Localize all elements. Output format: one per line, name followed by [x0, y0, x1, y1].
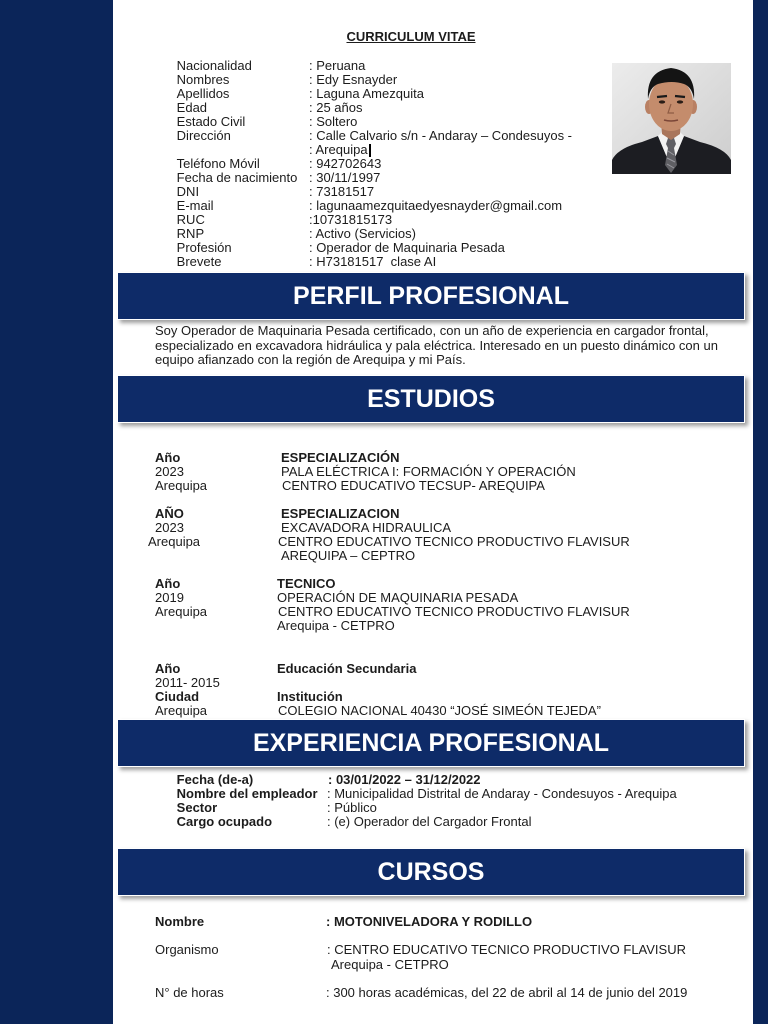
field-value: : Peruana [309, 58, 366, 73]
profile-photo [612, 63, 731, 174]
left-eye [659, 100, 665, 103]
field-label: Edad [176, 100, 208, 115]
study-institution-row [155, 704, 715, 718]
field-value-line2: Arequipa - CETPRO [331, 957, 449, 972]
field-value: : Calle Calvario s/n - Andaray – Condesuyos - [309, 128, 573, 143]
personal-row-address-continued [155, 143, 595, 157]
profile-line: equipo afianzado con la región de Arequipa y mi País. [155, 352, 466, 367]
right-eyebrow [675, 96, 685, 97]
field-label: Fecha (de-a) [176, 772, 254, 787]
personal-info [155, 59, 595, 269]
study-type: ESPECIALIZACIÓN [281, 450, 400, 465]
study-institution-row [148, 534, 715, 549]
experience-row-date-range [155, 773, 715, 787]
personal-row-birth-date [155, 171, 595, 185]
year-label: Año [155, 576, 181, 591]
study-type: ESPECIALIZACION [281, 506, 400, 521]
study-course-row [155, 591, 715, 605]
study-entry [155, 577, 715, 633]
study-city: Arequipa [155, 703, 208, 718]
field-value: : Municipalidad Distrital de Andaray - Condesuyos - Arequipa [327, 786, 677, 801]
field-value: : Soltero [309, 114, 358, 129]
field-value: : Público [327, 800, 377, 815]
profile-line: especializado en excavadora hidráulica y pala eléctrica. Interesado en un puesto dinámico con un [155, 337, 718, 353]
section-banner-studies: ESTUDIOS [118, 376, 744, 422]
field-label: N° de horas [155, 985, 224, 1000]
left-sidebar-band [0, 0, 113, 1024]
personal-row-marital-status [155, 115, 595, 129]
personal-row-age [155, 101, 595, 115]
field-value: : (e) Operador del Cargador Frontal [327, 814, 532, 829]
study-type: TECNICO [277, 576, 336, 591]
profile-paragraph [155, 324, 745, 368]
study-header-row [155, 577, 715, 591]
field-label: Fecha de nacimiento [176, 170, 298, 185]
course-row-organization-continued [155, 958, 715, 972]
field-label: Organismo [155, 942, 219, 957]
field-value: : 73181517 [309, 184, 375, 199]
study-year: 2023 [155, 520, 184, 535]
field-label: Nombres [176, 72, 230, 87]
study-header-row [155, 662, 715, 676]
study-institution-line2: AREQUIPA – CEPTRO [281, 548, 416, 563]
experience-row-position [155, 815, 715, 829]
field-value: : H73181517 clase AI [309, 254, 437, 269]
personal-row-email [155, 199, 595, 213]
study-city: Arequipa [148, 534, 201, 549]
field-label: Sector [176, 800, 218, 815]
field-value: : lagunaamezquitaedyesnayder@gmail.com [309, 198, 563, 213]
field-value: : CENTRO EDUCATIVO TECNICO PRODUCTIVO FLAVISUR [327, 942, 686, 957]
field-value: :10731815173 [309, 212, 393, 227]
personal-row-dni [155, 185, 595, 199]
field-value: : Arequipa [309, 142, 368, 157]
field-label: Cargo ocupado [176, 814, 273, 829]
personal-row-first-names [155, 73, 595, 87]
field-label: E-mail [176, 198, 214, 213]
study-entry [155, 662, 715, 718]
study-institution-row [155, 605, 715, 619]
field-value: : 03/01/2022 – 31/12/2022 [328, 772, 481, 787]
city-label: Ciudad [155, 689, 200, 704]
study-year: 2011- 2015 [155, 675, 220, 690]
left-eyebrow [657, 96, 667, 97]
profile-line: Soy Operador de Maquinaria Pesada certificado, con un año de experiencia en cargador frontal, [155, 323, 709, 338]
right-border-strip [753, 0, 768, 1024]
personal-row-ruc [155, 213, 595, 227]
field-label: RUC [176, 212, 205, 227]
section-banner-experience: EXPERIENCIA PROFESIONAL [118, 720, 744, 766]
study-institution: COLEGIO NACIONAL 40430 “JOSÉ SIMEÓN TEJEDA” [278, 703, 601, 718]
experience-row-employer [155, 787, 715, 801]
personal-row-rnp [155, 227, 595, 241]
study-type: Educación Secundaria [277, 661, 417, 676]
section-banner-courses: CURSOS [118, 849, 744, 895]
field-label: Nacionalidad [176, 58, 252, 73]
field-value: : Laguna Amezquita [309, 86, 424, 101]
personal-row-profession [155, 241, 595, 255]
section-banner-profile: PERFIL PROFESIONAL [118, 273, 744, 319]
study-institution-row-continued [155, 619, 715, 633]
field-value: : 942702643 [309, 156, 382, 171]
study-city: Arequipa [155, 604, 208, 619]
personal-row-driver-license [155, 255, 595, 269]
field-label: Dirección [176, 128, 231, 143]
field-value: : Edy Esnayder [309, 72, 398, 87]
study-course-row [155, 521, 715, 535]
field-value: : Activo (Servicios) [309, 226, 416, 241]
study-institution: CENTRO EDUCATIVO TECSUP- AREQUIPA [282, 478, 545, 493]
field-value: : Operador de Maquinaria Pesada [309, 240, 505, 255]
experience-row-sector [155, 801, 715, 815]
personal-row-nationality [155, 59, 595, 73]
field-value: : 300 horas académicas, del 22 de abril al 14 de junio del 2019 [326, 985, 688, 1000]
personal-row-address [155, 129, 595, 143]
course-row-organization [155, 943, 715, 957]
study-city: Arequipa [155, 478, 208, 493]
field-label: Nombre [155, 914, 205, 929]
field-value: : 25 años [309, 100, 363, 115]
portrait-photo-icon [612, 63, 731, 174]
personal-row-last-names [155, 87, 595, 101]
document-title: CURRICULUM VITAE [346, 29, 476, 44]
study-institution: CENTRO EDUCATIVO TECNICO PRODUCTIVO FLAVISUR [278, 534, 630, 549]
field-label: Estado Civil [176, 114, 246, 129]
study-year-row [155, 676, 715, 690]
study-institution-row-continued [155, 549, 715, 563]
study-course: EXCAVADORA HIDRAULICA [281, 520, 452, 535]
field-label: Apellidos [176, 86, 230, 101]
personal-row-mobile-phone [155, 157, 595, 171]
study-subheader-row [155, 690, 715, 704]
study-institution: CENTRO EDUCATIVO TECNICO PRODUCTIVO FLAVISUR [278, 604, 630, 619]
field-value: : 30/11/1997 [309, 170, 381, 185]
year-label: AÑO [155, 506, 184, 521]
course-row-hours [155, 986, 715, 1000]
course-row-name [155, 915, 715, 929]
study-course: OPERACIÓN DE MAQUINARIA PESADA [277, 590, 519, 605]
field-label: RNP [176, 226, 205, 241]
study-year: 2019 [155, 590, 184, 605]
study-year: 2023 [155, 464, 184, 479]
institution-label: Institución [277, 689, 343, 704]
field-label: Profesión [176, 240, 232, 255]
study-institution-line2: Arequipa - CETPRO [277, 618, 395, 633]
field-label: Teléfono Móvil [176, 156, 260, 171]
study-header-row [155, 451, 715, 465]
experience-details [155, 773, 715, 829]
study-entry [155, 451, 715, 493]
field-value: : MOTONIVELADORA Y RODILLO [326, 914, 533, 929]
field-label: Nombre del empleador [176, 786, 318, 801]
right-eye [677, 100, 683, 103]
year-label: Año [155, 661, 181, 676]
field-label: DNI [176, 184, 200, 199]
year-label: Año [155, 450, 181, 465]
field-label: Brevete [176, 254, 222, 269]
study-course-row [155, 465, 715, 479]
study-course: PALA ELÉCTRICA I: FORMACIÓN Y OPERACIÓN [281, 464, 576, 479]
study-header-row [155, 507, 715, 521]
study-entry [148, 506, 715, 563]
study-institution-row [155, 479, 715, 493]
